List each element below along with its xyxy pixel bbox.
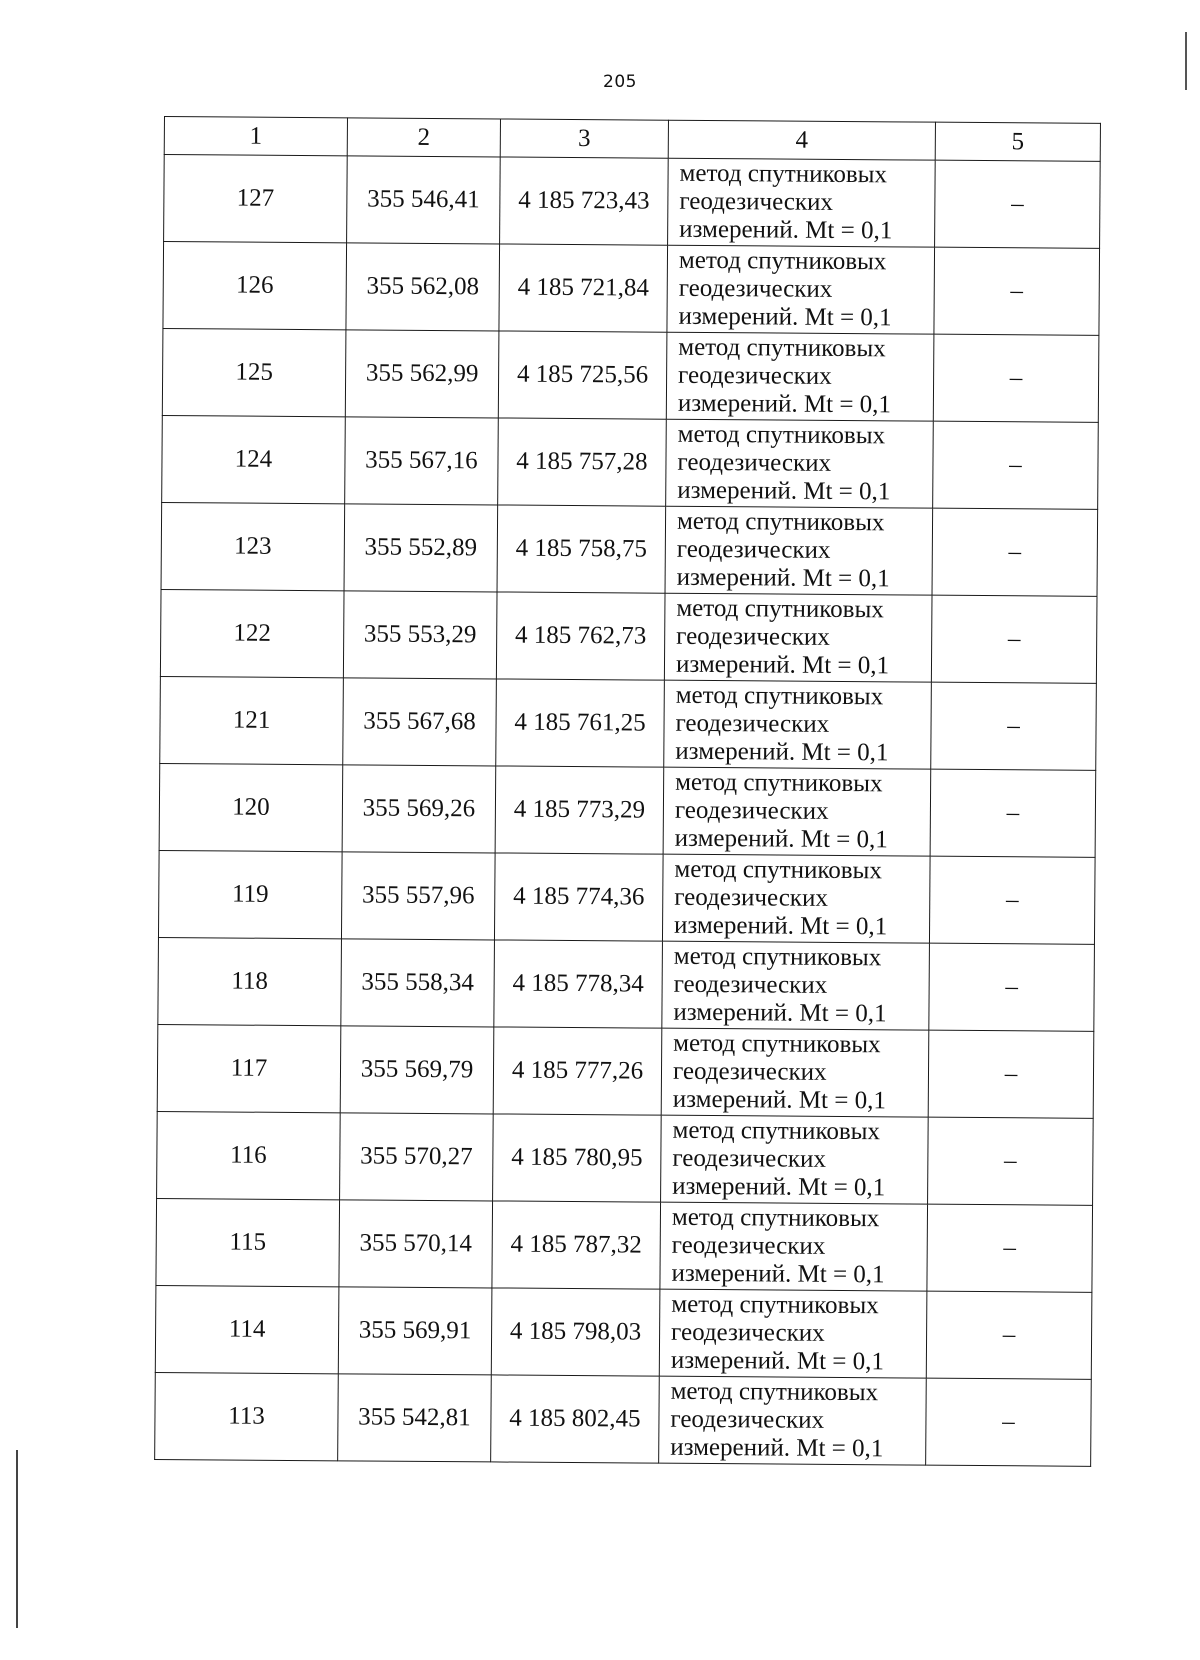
x-coordinate-cell: 355 562,08 (346, 243, 500, 331)
method-line: измерений. Mt = 0,1 (678, 302, 892, 332)
x-coordinate-cell: 355 567,68 (343, 678, 497, 766)
y-coordinate-cell: 4 185 757,28 (498, 418, 667, 506)
point-number-cell: 121 (160, 676, 344, 764)
method-line: измерений. Mt = 0,1 (677, 476, 891, 506)
method-cell (659, 1289, 927, 1378)
method-cell (664, 680, 932, 769)
x-coordinate-cell: 355 558,34 (341, 939, 495, 1027)
note-cell: – (933, 334, 1099, 422)
method-line: геодезических (670, 1405, 825, 1434)
note-cell: – (931, 595, 1097, 683)
y-coordinate-cell: 4 185 798,03 (491, 1288, 660, 1376)
table-row (155, 1285, 1092, 1379)
method-line: геодезических (670, 1318, 825, 1347)
table-row (160, 589, 1097, 683)
method-line: геодезических (677, 448, 832, 477)
note-cell: – (932, 508, 1098, 596)
table-body (155, 155, 1101, 1467)
x-coordinate-cell: 355 567,16 (345, 417, 499, 505)
method-line: измерений. Mt = 0,1 (673, 998, 887, 1028)
x-coordinate-cell: 355 557,96 (341, 852, 495, 940)
x-coordinate-cell: 355 569,91 (338, 1287, 492, 1375)
method-line: метод спутниковых (673, 942, 882, 972)
method-line: геодезических (672, 1057, 827, 1086)
method-line: измерений. Mt = 0,1 (679, 215, 893, 245)
method-line: измерений. Mt = 0,1 (675, 650, 890, 680)
column-header: 5 (935, 122, 1100, 161)
y-coordinate-cell: 4 185 721,84 (499, 244, 668, 332)
column-header: 4 (668, 120, 935, 160)
table-row (162, 415, 1099, 509)
method-cell (660, 1202, 928, 1291)
method-cell (663, 767, 931, 856)
method-line: измерений. Mt = 0,1 (672, 1172, 886, 1202)
method-line: метод спутниковых (677, 420, 886, 450)
method-cell (667, 245, 935, 334)
method-line: метод спутниковых (678, 246, 887, 276)
y-coordinate-cell: 4 185 761,25 (496, 679, 665, 767)
coordinates-table (154, 116, 1101, 1467)
note-cell: – (926, 1291, 1092, 1379)
x-coordinate-cell: 355 569,26 (342, 765, 496, 853)
y-coordinate-cell: 4 185 778,34 (494, 940, 663, 1028)
method-line: метод спутниковых (675, 768, 883, 798)
point-number-cell: 115 (156, 1198, 340, 1286)
note-cell: – (933, 421, 1099, 509)
method-line: геодезических (676, 622, 830, 651)
y-coordinate-cell: 4 185 758,75 (497, 505, 666, 593)
note-cell: – (928, 1030, 1094, 1118)
y-coordinate-cell: 4 185 773,29 (495, 766, 664, 854)
note-cell: – (934, 247, 1100, 335)
method-line: метод спутниковых (674, 855, 882, 885)
point-number-cell: 124 (162, 415, 346, 503)
method-line: измерений. Mt = 0,1 (673, 911, 888, 941)
point-number-cell: 113 (155, 1372, 339, 1460)
method-line: метод спутниковых (675, 681, 884, 711)
note-cell: – (926, 1378, 1092, 1466)
table-row (156, 1198, 1093, 1292)
table-row (158, 937, 1095, 1031)
note-cell: – (929, 943, 1095, 1031)
point-number-cell: 123 (161, 502, 345, 590)
point-number-cell: 126 (163, 242, 347, 330)
y-coordinate-cell: 4 185 774,36 (494, 853, 663, 941)
x-coordinate-cell: 355 552,89 (344, 504, 498, 592)
y-coordinate-cell: 4 185 787,32 (492, 1201, 661, 1289)
x-coordinate-cell: 355 570,14 (339, 1200, 493, 1288)
method-line: метод спутниковых (676, 507, 885, 537)
point-number-cell: 125 (162, 328, 346, 416)
y-coordinate-cell: 4 185 780,95 (493, 1114, 662, 1202)
x-coordinate-cell: 355 569,79 (340, 1026, 494, 1114)
method-line: геодезических (678, 361, 832, 390)
point-number-cell: 120 (159, 763, 343, 851)
x-coordinate-cell: 355 562,99 (345, 330, 499, 418)
method-cell (659, 1376, 927, 1465)
column-header: 2 (347, 118, 500, 157)
method-line: геодезических (674, 883, 828, 912)
table-row (163, 242, 1100, 336)
method-line: геодезических (675, 709, 830, 738)
table-row (155, 1372, 1092, 1466)
note-cell: – (931, 682, 1097, 770)
y-coordinate-cell: 4 185 762,73 (496, 592, 665, 680)
method-line: геодезических (678, 274, 833, 303)
method-line: измерений. Mt = 0,1 (671, 1259, 885, 1289)
point-number-cell: 116 (157, 1111, 341, 1199)
note-cell: – (929, 856, 1095, 944)
method-line: геодезических (672, 1144, 827, 1173)
method-line: измерений. Mt = 0,1 (677, 389, 892, 419)
point-number-cell: 119 (158, 850, 342, 938)
method-line: измерений. Mt = 0,1 (672, 1085, 886, 1115)
method-line: геодезических (676, 535, 831, 564)
table-row (164, 155, 1101, 249)
x-coordinate-cell: 355 553,29 (343, 591, 497, 679)
method-cell (666, 419, 934, 508)
method-line: геодезических (673, 970, 828, 999)
method-cell (665, 506, 933, 595)
method-line: измерений. Mt = 0,1 (675, 737, 889, 767)
note-cell: – (930, 769, 1096, 857)
method-line: метод спутниковых (673, 1029, 881, 1059)
table-row (159, 763, 1096, 857)
method-cell (661, 1028, 929, 1117)
method-line: измерений. Mt = 0,1 (676, 563, 890, 593)
method-line: метод спутниковых (678, 333, 886, 363)
note-cell: – (927, 1204, 1093, 1292)
method-cell (666, 332, 934, 421)
method-cell (668, 158, 936, 247)
page-number: 205 (603, 72, 637, 92)
x-coordinate-cell: 355 570,27 (340, 1113, 494, 1201)
scan-edge-line-top-right (1185, 32, 1187, 90)
y-coordinate-cell: 4 185 777,26 (493, 1027, 662, 1115)
method-line: измерений. Mt = 0,1 (670, 1346, 885, 1376)
method-line: метод спутниковых (671, 1290, 879, 1320)
table-row (162, 328, 1099, 422)
y-coordinate-cell: 4 185 725,56 (498, 331, 667, 419)
x-coordinate-cell: 355 546,41 (347, 156, 501, 244)
note-cell: – (928, 1117, 1094, 1205)
point-number-cell: 114 (155, 1285, 339, 1373)
method-line: геодезических (671, 1231, 826, 1260)
point-number-cell: 118 (158, 937, 342, 1025)
x-coordinate-cell: 355 542,81 (338, 1374, 492, 1462)
point-number-cell: 122 (160, 589, 344, 677)
table-row (157, 1111, 1094, 1205)
method-cell (662, 941, 930, 1030)
method-line: метод спутниковых (676, 594, 884, 624)
method-cell (664, 593, 932, 682)
method-cell (662, 854, 930, 943)
point-number-cell: 127 (164, 155, 348, 243)
method-cell (661, 1115, 929, 1204)
scan-edge-line-bottom-left (16, 1450, 18, 1628)
column-header: 1 (164, 117, 347, 156)
method-line: измерений. Mt = 0,1 (670, 1433, 884, 1463)
method-line: геодезических (679, 187, 834, 216)
column-header: 3 (500, 119, 668, 158)
method-line: метод спутниковых (679, 159, 888, 189)
note-cell: – (935, 160, 1101, 248)
method-line: измерений. Mt = 0,1 (674, 824, 888, 854)
method-line: геодезических (674, 796, 829, 825)
y-coordinate-cell: 4 185 802,45 (491, 1375, 660, 1463)
table-row (160, 676, 1097, 770)
point-number-cell: 117 (157, 1024, 341, 1112)
table-row (158, 850, 1095, 944)
method-line: метод спутниковых (671, 1203, 880, 1233)
table-row (161, 502, 1098, 596)
method-line: метод спутниковых (672, 1116, 881, 1146)
table-row (157, 1024, 1094, 1118)
method-line: метод спутниковых (670, 1377, 879, 1407)
y-coordinate-cell: 4 185 723,43 (500, 157, 669, 245)
